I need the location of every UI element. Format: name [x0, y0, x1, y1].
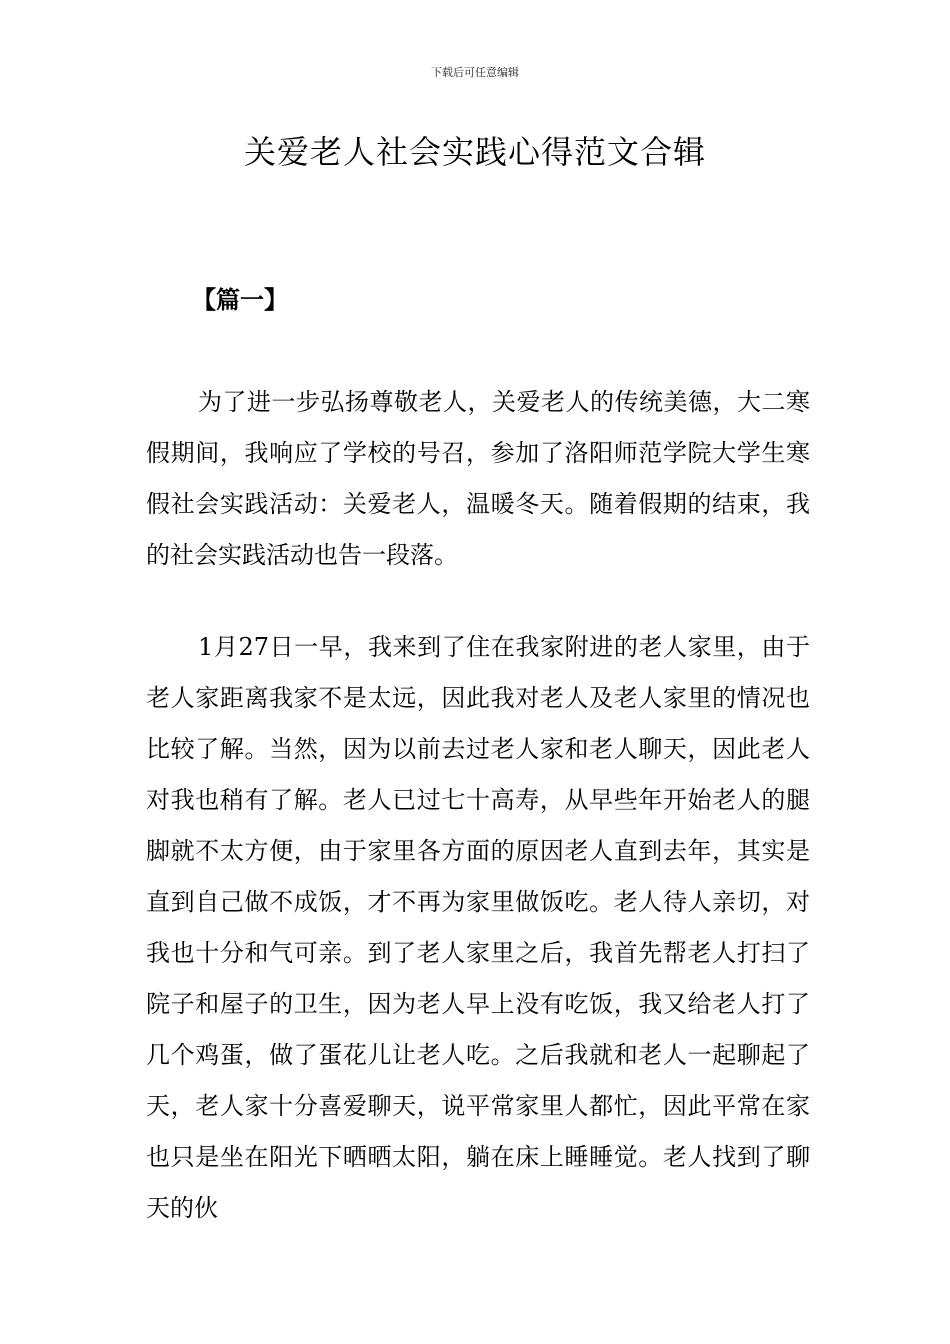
document-title: 关爱老人社会实践心得范文合辑 — [243, 133, 706, 171]
body-paragraph-2: 1月27日一早，我来到了住在我家附进的老人家里，由于老人家距离我家不是太远，因此我对老人及老人家里的情况也比较了解。当然，因为以前去过老人家和老人聊天，因此老人对我也稍有了解。老人已过七十高寿，从早些年开始老人的腿脚就不太方便，由于家里各方面的原因老人直到去年，其实是直到自己做不成饭，才不再为家里做饭吃。老人待人亲切，对我也十分和气可亲。到了老人家里之后，我首先帮老人打扫了院子和屋子的卫生，因为老人早上没有吃饭，我又给老人打了几个鸡蛋，做了蛋花儿让老人吃。之后我就和老人一起聊起了天，老人家十分喜爱聊天，说平常家里人都忙，因此平常在家也只是坐在阳光下晒晒太阳，躺在床上睡睡觉。老人找到了聊天的伙 — [146, 633, 810, 1222]
body-paragraph-1: 为了进一步弘扬尊敬老人，关爱老人的传统美德，大二寒假期间，我响应了学校的号召，参加了洛阳师范学院大学生寒假社会实践活动：关爱老人，温暖冬天。随着假期的结束，我的社会实践活动也告一段落。 — [146, 388, 810, 569]
header-note: 下载后可任意编辑 — [431, 66, 519, 79]
section-heading: 【篇一】 — [192, 286, 288, 314]
